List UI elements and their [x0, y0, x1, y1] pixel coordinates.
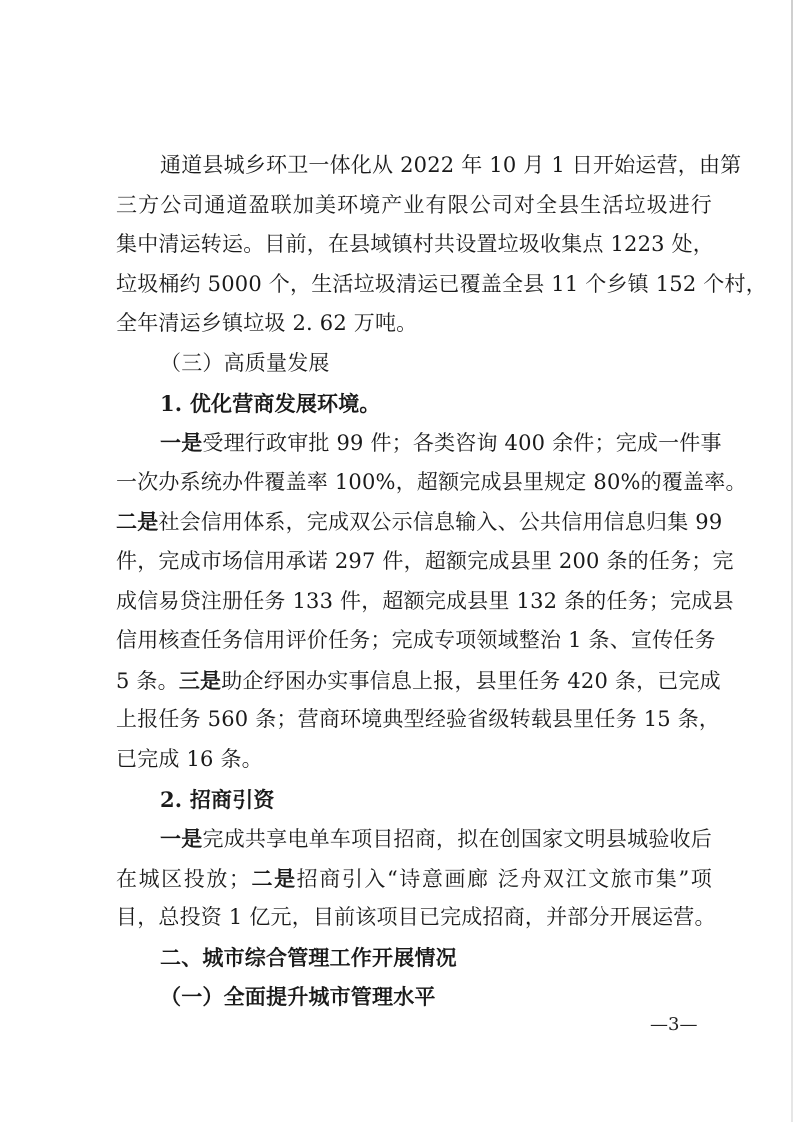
paragraph-line [116, 661, 721, 701]
paragraph-text: 招商引入“诗意画廊 泛舟双江文旅市集”项 [296, 866, 713, 891]
paragraph-line: 成信易贷注册任务 133 件，超额完成县里 132 条的任务；完成县 [116, 588, 734, 613]
emphasis-first: 一是 [160, 826, 203, 852]
paragraph-text: 受理行政审批 99 件；各类咨询 400 余件；完成一件事 [202, 431, 722, 456]
paragraph-line: 一次办系统办件覆盖率 100%，超额完成县里规定 80%的覆盖率。 [116, 469, 747, 494]
paragraph-line [116, 819, 712, 859]
section-heading-three: （三）高质量发展 [160, 350, 330, 375]
paragraph-text: 在城区投放； [116, 866, 251, 891]
paragraph-line: 三方公司通道盈联加美环境产业有限公司对全县生活垃圾进行 [116, 192, 712, 217]
paragraph-text: 社会信用体系，完成双公示信息输入、公共信用信息归集 99 [158, 510, 723, 535]
paragraph-line: 已完成 16 条。 [116, 746, 263, 771]
emphasis-third: 三是 [178, 667, 222, 693]
paragraph-line: 通道县城乡环卫一体化从 2022 年 10 月 1 日开始运营，由第 [160, 153, 742, 177]
paragraph-line [116, 502, 723, 542]
paragraph-line: 垃圾桶约 5000 个，生活垃圾清运已覆盖全县 11 个乡镇 152 个村， [116, 271, 767, 296]
section-heading-one: （一）全面提升城市管理水平 [160, 984, 436, 1010]
paragraph-line: 上报任务 560 条；营商环境典型经验省级转载县里任务 15 条， [116, 707, 721, 732]
document-body [116, 146, 767, 1017]
emphasis-second: 二是 [116, 509, 159, 535]
paragraph-line [116, 859, 712, 899]
paragraph-line [116, 423, 722, 463]
paragraph-text: 助企纾困办实事信息上报，县里任务 420 条，已完成 [221, 668, 721, 693]
section-heading-two: 二、城市综合管理工作开展情况 [160, 944, 457, 970]
page-number: —3— [650, 1014, 698, 1035]
subsection-heading-2: 2. 招商引资 [160, 786, 275, 812]
subsection-heading-1: 1. 优化营商发展环境。 [160, 390, 381, 416]
paragraph-line: 信用核查任务信用评价任务；完成专项领域整治 1 条、宣传任务 [116, 628, 716, 653]
emphasis-second: 二是 [250, 865, 297, 891]
emphasis-first: 一是 [160, 430, 203, 456]
paragraph-line: 目，总投资 1 亿元，目前该项目已完成招商，并部分开展运营。 [116, 905, 716, 930]
paragraph-text: 完成共享电单车项目招商，拟在创国家文明县城验收后 [202, 827, 712, 852]
paragraph-line: 集中清运转运。目前，在县域镇村共设置垃圾收集点 1223 处， [116, 232, 714, 257]
paragraph-line: 件，完成市场信用承诺 297 件，超额完成县里 200 条的任务；完 [116, 548, 734, 573]
paragraph-line: 全年清运乡镇垃圾 2. 62 万吨。 [116, 311, 418, 336]
paragraph-text: 5 条。 [116, 668, 179, 693]
